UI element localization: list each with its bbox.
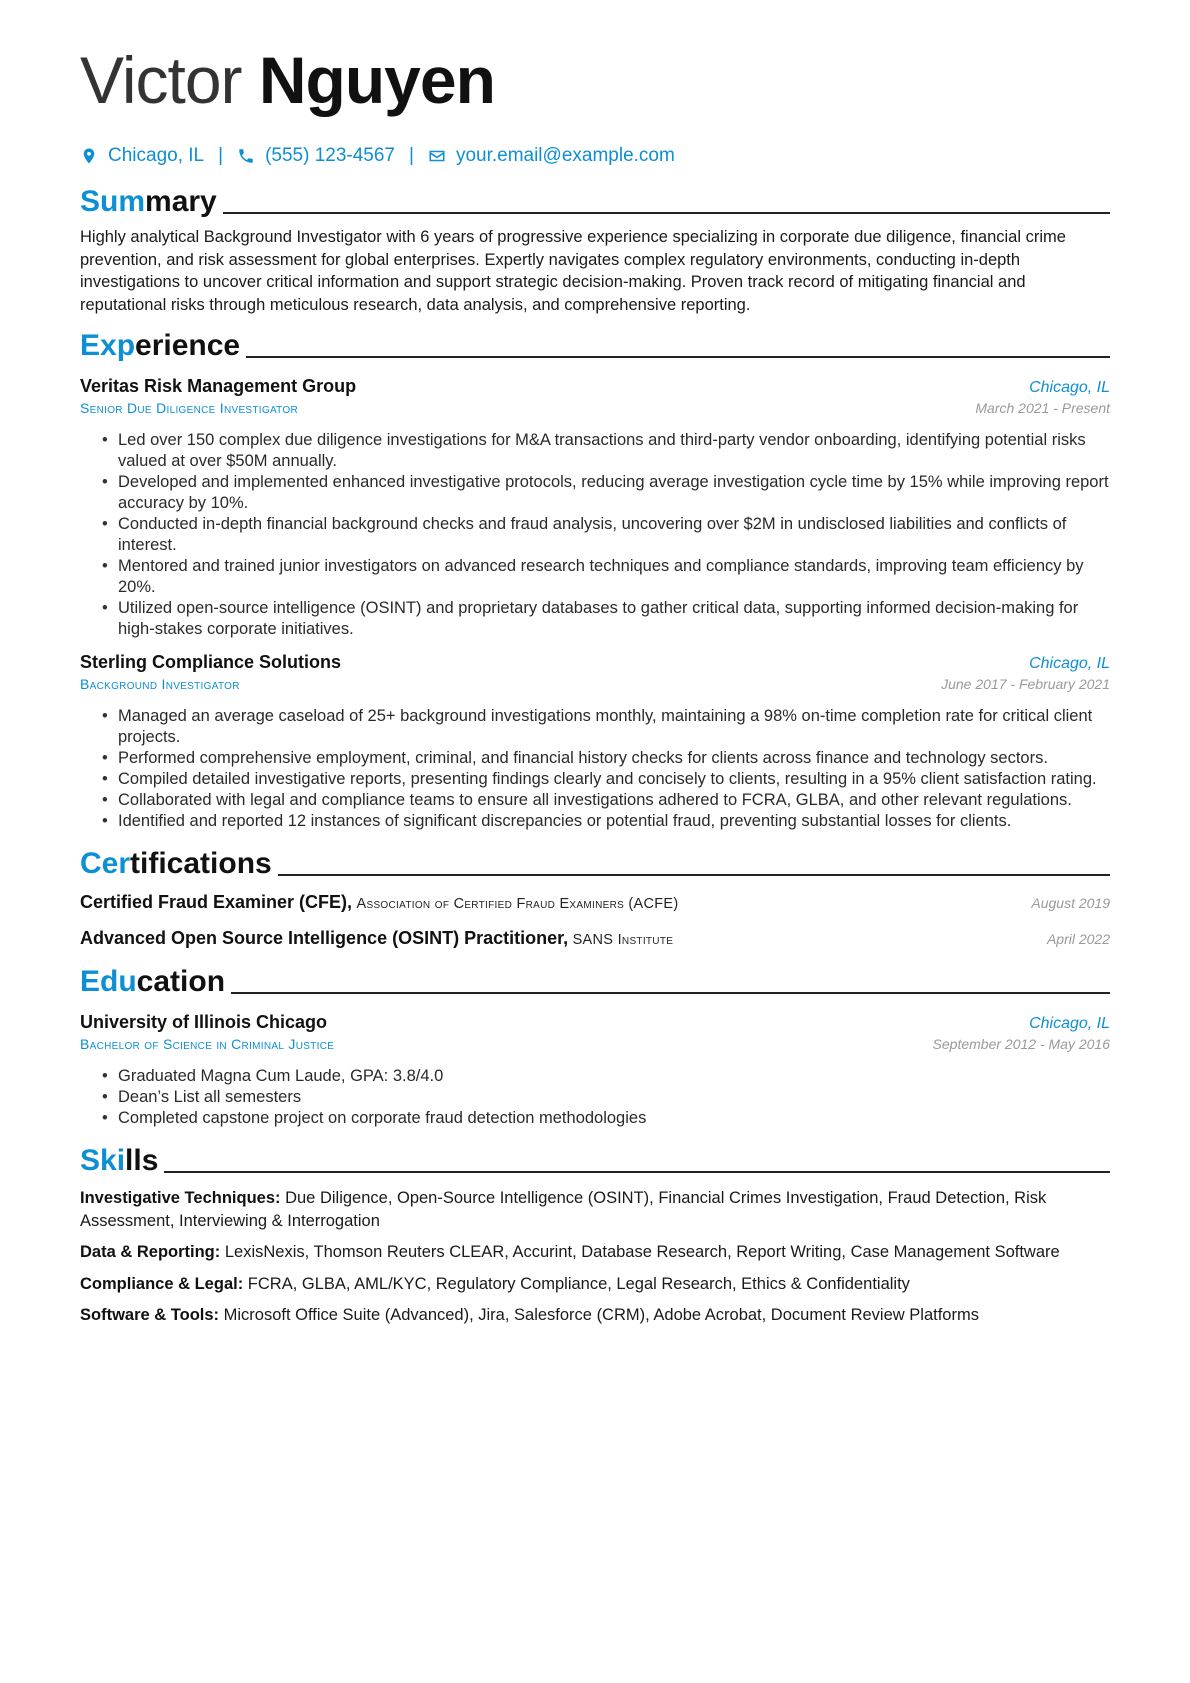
skill-row (80, 1273, 1110, 1296)
school-name: University of Illinois Chicago (80, 1012, 328, 1032)
contact-phone (237, 145, 395, 167)
certification-issuer: Association of Certified Fraud Examiners (ACFE) (356, 896, 679, 912)
bullet-item: • Completed capstone project on corporate fraud detection methodologies (118, 1108, 1110, 1129)
email-link[interactable]: your.email@example.com (455, 145, 675, 166)
section-divider (223, 212, 1110, 214)
education-dates: September 2012 - May 2016 (932, 1036, 1110, 1052)
contact-email[interactable] (428, 145, 675, 167)
phone-icon (237, 147, 255, 165)
contact-separator: | (409, 145, 414, 166)
bullet-item: • Led over 150 complex due diligence investigations for M&A transactions and third-party vendor onboarding, identifying potential risks valued at over $50M annually. (118, 430, 1110, 472)
skill-label: Software & Tools: (80, 1306, 220, 1324)
skill-label: Compliance & Legal: (80, 1274, 244, 1293)
skill-label: Investigative Techniques: (80, 1189, 281, 1207)
certification-date: April 2022 (1046, 931, 1110, 947)
certification-name: Certified Fraud Examiner (CFE) (80, 892, 348, 912)
envelope-icon (428, 147, 446, 165)
section-title-summary (80, 180, 1110, 220)
employer-location: Chicago, IL (1029, 379, 1110, 396)
experience-entry (80, 376, 1110, 640)
section-title-accent: Ski (80, 1144, 126, 1177)
first-name: Victor (80, 43, 242, 117)
job-bullets (80, 430, 1110, 640)
section-title-accent: Edu (80, 965, 137, 998)
section-divider (231, 992, 1110, 994)
certification-item: Certified Fraud Examiner (CFE), Association of Certified Fraud Examiners (ACFE) August 2019 (80, 892, 1110, 912)
experience-entry (80, 652, 1110, 832)
job-title: Senior Due Diligence Investigator (80, 400, 299, 416)
section-divider (246, 356, 1110, 358)
school-location: Chicago, IL (1029, 1015, 1110, 1032)
bullet-item: • Developed and implemented enhanced investigative protocols, reducing average investigation cycle time by 15% while improving report accuracy by 10%. (118, 472, 1110, 514)
job-dates: June 2017 - February 2021 (941, 676, 1110, 692)
education-entry (80, 1012, 1110, 1129)
bullet-item: • Performed comprehensive employment, criminal, and financial history checks for clients across finance and technology sectors. (118, 748, 1110, 769)
candidate-name (80, 40, 1110, 120)
skill-row (80, 1241, 1110, 1264)
section-title-accent: Cer (80, 847, 131, 880)
bullet-item: • Conducted in-depth financial background checks and fraud analysis, uncovering over $2M in undisclosed liabilities and conflicts of interest. (118, 514, 1110, 556)
skill-row (80, 1304, 1110, 1327)
phone-text: (555) 123-4567 (265, 145, 395, 166)
section-title-accent: Sum (80, 185, 146, 218)
bullet-item: • Identified and reported 12 instances of significant discrepancies or potential fraud, preventing substantial losses for clients. (118, 811, 1110, 832)
bullet-item: • Dean’s List all semesters (118, 1087, 1110, 1108)
bullet-item: • Graduated Magna Cum Laude, GPA: 3.8/4.0 (118, 1066, 1110, 1087)
bullet-item: • Mentored and trained junior investigators on advanced research techniques and compliance standards, improving team efficiency by 20%. (118, 556, 1110, 598)
last-name: Nguyen (258, 43, 495, 117)
contact-location (80, 145, 204, 167)
section-title-experience (80, 324, 1110, 364)
bullet-item: • Managed an average caseload of 25+ background investigations monthly, maintaining a 98% on-time completion rate for critical client projects. (118, 706, 1110, 748)
bullet-item: • Collaborated with legal and compliance teams to ensure all investigations adhered to FCRA, GLBA, and other relevant regulations. (118, 790, 1110, 811)
certification-issuer: SANS Institute (572, 932, 674, 948)
employer-name: Veritas Risk Management Group (80, 376, 357, 396)
job-dates: March 2021 - Present (975, 400, 1110, 416)
bullet-item: • Utilized open-source intelligence (OSINT) and proprietary databases to gather critical data, supporting informed decision-making for high-stakes corporate initiatives. (118, 598, 1110, 640)
section-title-rest: erience (135, 329, 241, 362)
section-title-certifications (80, 842, 1110, 882)
job-title: Background Investigator (80, 676, 240, 692)
contact-line (80, 142, 1110, 170)
section-divider (278, 874, 1110, 876)
skill-values: FCRA, GLBA, AML/KYC, Regulatory Compliance, Legal Research, Ethics & Confidentiality (247, 1274, 910, 1293)
section-title-rest: tifications (130, 847, 272, 880)
contact-separator: | (218, 145, 224, 166)
location-text: Chicago, IL (108, 145, 205, 166)
summary-text: Highly analytical Background Investigator with 6 years of progressive experience specializing in corporate due diligence, financial crime prevention, and risk assessment for global enterprises. Expertly navigates complex regulatory environments, conducting in-depth investigations to uncover critical information and support strategic decision-making. Proven track record of mitigating financial and reputational risks through meticulous research, data analysis, and comprehensive reporting. (80, 228, 1066, 314)
section-title-rest: mary (145, 185, 217, 218)
map-marker-icon (80, 147, 98, 165)
certification-name: Advanced Open Source Intelligence (OSINT) Practitioner (80, 928, 564, 948)
certification-item: Advanced Open Source Intelligence (OSINT) Practitioner, SANS Institute April 2022 (80, 928, 1110, 948)
employer-location: Chicago, IL (1029, 655, 1110, 672)
section-title-skills (80, 1139, 1110, 1179)
section-title-education (80, 960, 1110, 1000)
certification-date: August 2019 (1031, 895, 1110, 911)
degree-title: Bachelor of Science in Criminal Justice (80, 1036, 335, 1052)
bullet-item: • Compiled detailed investigative reports, presenting findings clearly and concisely to clients, resulting in a 95% client satisfaction rating. (118, 769, 1110, 790)
skill-values: Due Diligence, Open-Source Intelligence (OSINT), Financial Crimes Investigation, Fraud Detection, Risk Assessment, Interviewing & Interrogation (80, 1189, 1047, 1230)
section-title-rest: cation (136, 965, 226, 998)
section-title-rest: lls (125, 1144, 159, 1177)
skill-label: Data & Reporting: (80, 1243, 221, 1261)
skill-values: Microsoft Office Suite (Advanced), Jira, Salesforce (CRM), Adobe Acrobat, Document Review Platforms (223, 1306, 979, 1324)
section-divider (164, 1171, 1110, 1173)
skill-values: LexisNexis, Thomson Reuters CLEAR, Accurint, Database Research, Report Writing, Case Management Software (224, 1243, 1060, 1261)
education-bullets (80, 1066, 1110, 1129)
skill-row (80, 1187, 1110, 1232)
job-bullets (80, 706, 1110, 832)
employer-name: Sterling Compliance Solutions (80, 652, 342, 672)
section-title-accent: Exp (80, 329, 136, 362)
